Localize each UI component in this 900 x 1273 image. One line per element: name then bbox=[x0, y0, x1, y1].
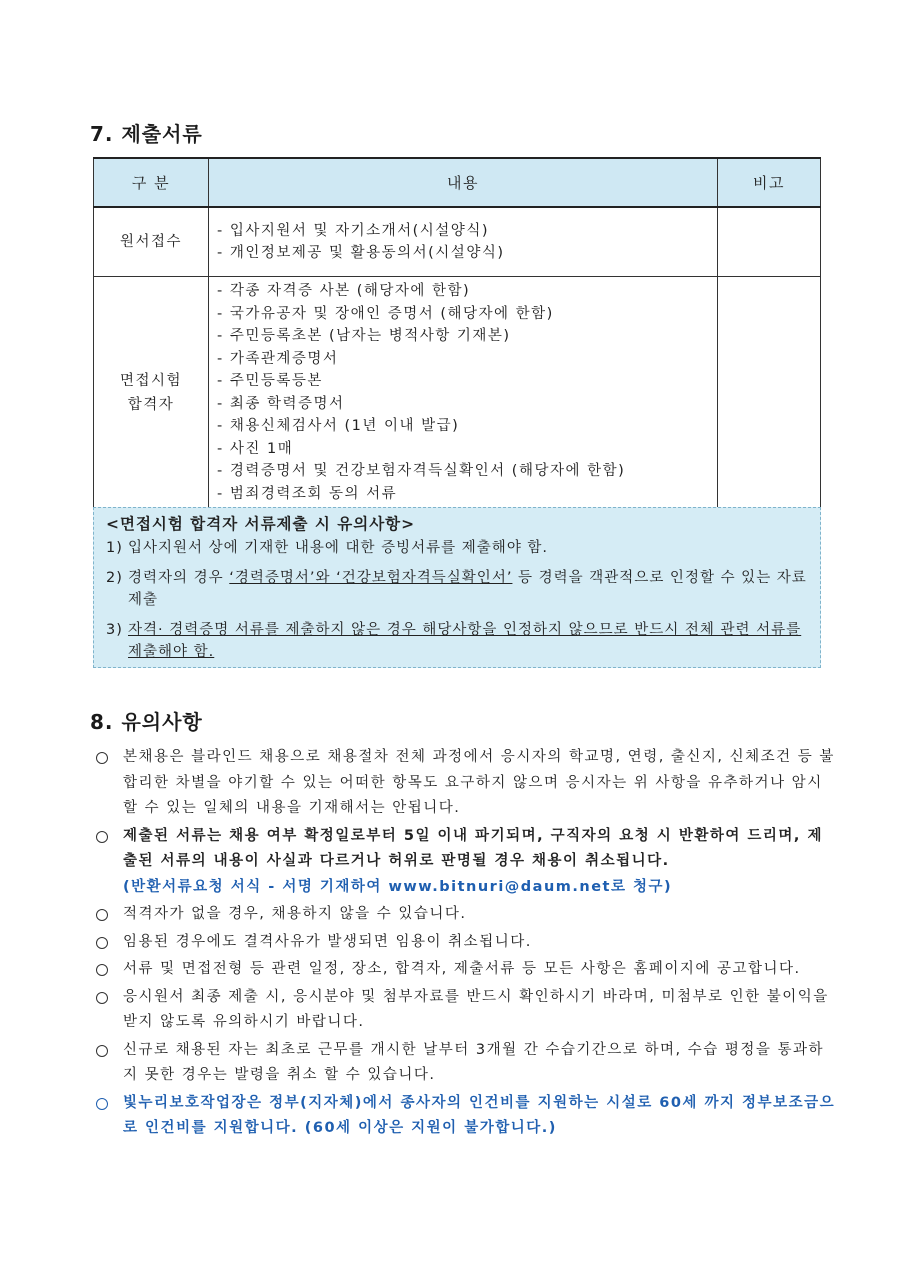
list-item-text: 적격자가 없을 경우, 채용하지 않을 수 있습니다. bbox=[123, 906, 467, 922]
document-item: - 가족관계증명서 bbox=[217, 350, 339, 367]
table-row bbox=[94, 207, 821, 277]
document-item: - 각종 자격증 사본 (해당자에 한함) bbox=[217, 283, 471, 299]
notice-item-underlined-text: ‘경력증명서’와 ‘건강보험자격득실확인서’ bbox=[229, 570, 513, 586]
circle-bullet-icon bbox=[96, 1098, 108, 1110]
notice-item-number: 3) bbox=[106, 622, 123, 638]
notice-item-number: 1) bbox=[106, 540, 123, 556]
circle-bullet-icon bbox=[96, 964, 108, 976]
list-item bbox=[93, 824, 838, 901]
document-item: - 최종 학력증명서 bbox=[217, 395, 345, 412]
row-content bbox=[209, 207, 718, 277]
submission-documents-table bbox=[93, 157, 821, 509]
list-item-text: 서류 및 면접전형 등 관련 일정, 장소, 합격자, 제출서류 등 모든 사항은 홈페이지에 공고합니다. bbox=[123, 961, 801, 977]
list-item-text: 빛누리보호작업장은 정부(지자체)에서 종사자의 인건비를 지원하는 시설로 60세 까지 정부보조금으로 인건비를 지원합니다. (60세 이상은 지원이 불가합니다.) bbox=[123, 1094, 836, 1136]
list-item bbox=[93, 957, 838, 983]
circle-bullet-icon bbox=[96, 1045, 108, 1057]
list-item bbox=[93, 930, 838, 956]
submission-notice-box bbox=[93, 507, 821, 668]
category-label: 원서접수 bbox=[119, 234, 183, 250]
document-item: - 채용신체검사서 (1년 이내 발급) bbox=[217, 418, 460, 434]
document-item: - 사진 1매 bbox=[217, 440, 294, 457]
precautions-list bbox=[93, 745, 838, 1144]
row-content bbox=[209, 277, 718, 509]
notice-item-text: 경력자의 경우 bbox=[128, 570, 230, 586]
notice-item-text: 등 경력을 객관적으로 인정할 수 있는 자료 제출 bbox=[128, 570, 807, 608]
table-row bbox=[94, 277, 821, 509]
circle-bullet-icon bbox=[96, 752, 108, 764]
notice-item bbox=[106, 537, 808, 559]
notice-item-underlined-text: 자격· 경력증명 서류를 제출하지 않은 경우 해당사항을 인정하지 않으므로 반드시 전체 관련 서류를 제출해야 함. bbox=[128, 622, 802, 660]
row-category bbox=[94, 277, 209, 509]
list-item bbox=[93, 1091, 838, 1142]
section-7-title: 7. 제출서류 bbox=[90, 122, 203, 146]
document-item: - 범죄경력조회 동의 서류 bbox=[217, 485, 398, 502]
notice-title: <면접시험 합격자 서류제출 시 유의사항> bbox=[106, 515, 416, 533]
document-item: - 주민등록초본 (남자는 병적사항 기재본) bbox=[217, 328, 511, 344]
document-item: - 국가유공자 및 장애인 증명서 (해당자에 한함) bbox=[217, 305, 554, 322]
list-item-text: 응시원서 최종 제출 시, 응시분야 및 첨부자료를 반드시 확인하시기 바라며, 미첨부로 인한 불이익을 받지 않도록 유의하시기 바랍니다. bbox=[123, 988, 829, 1030]
notice-item-number: 2) bbox=[106, 570, 123, 586]
row-note bbox=[718, 277, 821, 509]
list-item-text: 제출된 서류는 채용 여부 확정일로부터 5일 이내 파기되며, 구직자의 요청 시 반환하여 드리며, 제출된 서류의 내용이 사실과 다르거나 허위로 판명될 경우 채용이 취소됩니다. bbox=[123, 827, 823, 869]
header-content: 내용 bbox=[209, 158, 718, 207]
notice-item bbox=[106, 567, 808, 611]
list-item bbox=[93, 1038, 838, 1089]
document-item: - 주민등록등본 bbox=[217, 373, 323, 389]
section-8-title: 8. 유의사항 bbox=[90, 710, 203, 734]
list-item bbox=[93, 902, 838, 928]
list-item-text: 본채용은 블라인드 채용으로 채용절차 전체 과정에서 응시자의 학교명, 연령, 출신지, 신체조건 등 불합리한 차별을 야기할 수 있는 어떠한 항목도 요구하지 않으며 응시자는 위 사항을 유추하거나 암시할 수 있는 일체의 내용을 기재해서는 안됩니다. bbox=[123, 749, 835, 816]
list-item bbox=[93, 745, 838, 822]
document-item: - 경력증명서 및 건강보험자격득실확인서 (해당자에 한함) bbox=[217, 463, 626, 479]
list-item-text: 신규로 채용된 자는 최초로 근무를 개시한 날부터 3개월 간 수습기간으로 하며, 수습 평정을 통과하지 못한 경우는 발령을 취소 할 수 있습니다. bbox=[123, 1041, 825, 1083]
return-request-note: (반환서류요청 서식 - 서명 기재하여 www.bitnuri@daum.net로 청구) bbox=[123, 878, 673, 895]
header-note: 비고 bbox=[718, 158, 821, 207]
category-label: 면접시험 bbox=[119, 372, 183, 389]
row-category bbox=[94, 207, 209, 277]
notice-item bbox=[106, 619, 808, 663]
circle-bullet-icon bbox=[96, 992, 108, 1004]
category-label: 합격자 bbox=[127, 396, 175, 413]
circle-bullet-icon bbox=[96, 831, 108, 843]
table-header-row bbox=[94, 158, 821, 207]
list-item-text: 임용된 경우에도 결격사유가 발생되면 임용이 취소됩니다. bbox=[123, 933, 532, 950]
document-item: - 입사지원서 및 자기소개서(시설양식) bbox=[217, 222, 489, 239]
circle-bullet-icon bbox=[96, 909, 108, 921]
document-item: - 개인정보제공 및 활용동의서(시설양식) bbox=[217, 245, 505, 261]
circle-bullet-icon bbox=[96, 937, 108, 949]
list-item bbox=[93, 985, 838, 1036]
row-note bbox=[718, 207, 821, 277]
header-category: 구 분 bbox=[94, 158, 209, 207]
notice-item-text: 입사지원서 상에 기재한 내용에 대한 증빙서류를 제출해야 함. bbox=[128, 540, 549, 556]
